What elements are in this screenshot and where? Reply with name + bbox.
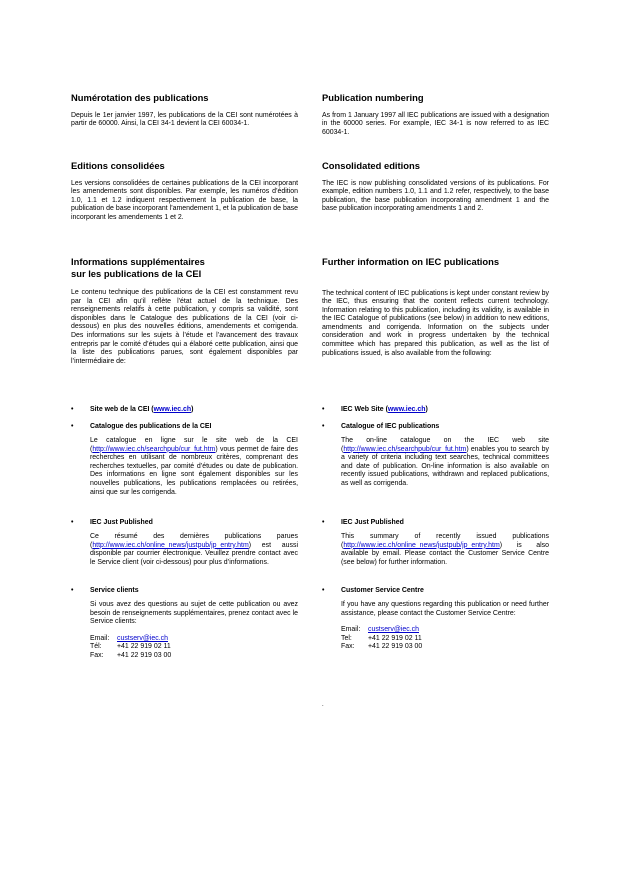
fr-website-close: ) xyxy=(191,406,194,413)
fr-further-title-line2: sur les publications de la CEI xyxy=(71,267,202,279)
fr-catalogue-post: ) vous permet de faire des recherches en utilisant de nombreux critères, comprenant des recherches textuelles, par comité d’études ou date de publication. Des informations en ligne sont également disponibles sur les nouvelles publications, les publications remplacées ou retirées, ainsi que sur les corrigenda. xyxy=(90,445,298,496)
en-numbering-section xyxy=(322,92,549,137)
fr-tel-value: +41 22 919 02 11 xyxy=(117,643,171,651)
fr-fax-line xyxy=(90,652,298,661)
fr-email-link[interactable]: custserv@iec.ch xyxy=(117,634,168,642)
fr-catalogue-link[interactable]: http://www.iec.ch/searchpub/cur_fut.htm xyxy=(92,445,216,453)
fr-website-link[interactable]: www.iec.ch xyxy=(153,406,192,413)
en-service-title: Customer Service Centre xyxy=(341,587,424,594)
fr-jp-post: ) est aussi disponible par courrier électronique. Veuillez prendre contact avec le Service client (voir ci-dessous) pour plus d’informations. xyxy=(90,541,298,566)
en-catalogue-post: ) enables you to search by a variety of criteria including text searches, technical committees and date of publication. On-line information is also available on recently issued publications, withdrawn and replaced publications, as well as corrigenda. xyxy=(341,445,549,487)
en-tel-value: +41 22 919 02 11 xyxy=(368,634,422,642)
fr-service-title: Service clients xyxy=(90,587,139,594)
bullet-glyph: • xyxy=(322,423,325,430)
fr-fax-label: Fax: xyxy=(90,651,104,659)
en-fax-label: Fax: xyxy=(341,643,355,651)
bullet-glyph: • xyxy=(322,406,325,413)
en-tel-line xyxy=(341,635,549,644)
en-consolidated-text: The IEC is now publishing consolidated versions of its publications. For example, edition numbers 1.0, 1.1 and 1.2 refer, respectively, to the base publication, the base publication incorporating amendment 1 and the base publication incorporating amendments 1 and 2. xyxy=(322,179,549,213)
fr-tel-label: Tél: xyxy=(90,643,102,651)
en-fax-value: +41 22 919 03 00 xyxy=(368,643,423,651)
en-website-close: ) xyxy=(425,406,428,413)
fr-consolidated-text: Les versions consolidées de certaines publications de la CEI incorporant les amendements sont disponibles. Par exemple, les numéros d’édition 1.0, 1.1 et 1.2 indiquent respectivement la publication de base, la publication de base incorporant l’amendement 1, et la publication de base incorporant les amendements 1 et 2. xyxy=(71,179,298,221)
en-website-label: IEC Web Site ( xyxy=(341,406,388,413)
fr-website-label: Site web de la CEI ( xyxy=(90,406,154,413)
en-fax-line xyxy=(341,643,549,652)
fr-fax-value: +41 22 919 03 00 xyxy=(117,651,172,659)
fr-further-section xyxy=(71,256,298,366)
en-numbering-text: As from 1 January 1997 all IEC publications are issued with a designation in the 60000 series. For example, IEC 34-1 is now referred to as IEC 60034-1. xyxy=(322,111,549,136)
stray-mark: . xyxy=(322,702,324,708)
en-numbering-title: Publication numbering xyxy=(322,92,424,103)
fr-catalogue-body xyxy=(90,437,298,497)
en-jp-body xyxy=(341,533,549,567)
fr-consolidated-title: Editions consolidées xyxy=(71,160,165,171)
en-tel-label: Tel: xyxy=(341,634,352,642)
en-catalogue-pre: The on-line catalogue on the IEC web site ( xyxy=(341,437,549,453)
bullet-glyph: • xyxy=(322,519,325,526)
en-website-link[interactable]: www.iec.ch xyxy=(387,406,426,413)
fr-numbering-title: Numérotation des publications xyxy=(71,92,209,103)
fr-service-body xyxy=(90,601,298,661)
en-catalogue-link[interactable]: http://www.iec.ch/searchpub/cur_fut.htm xyxy=(343,445,467,453)
bullet-glyph: • xyxy=(322,587,325,594)
en-catalogue-title: Catalogue of IEC publications xyxy=(341,423,440,430)
fr-numbering-text: Depuis le 1er janvier 1997, les publications de la CEI sont numérotées à partir de 60000. Ainsi, la CEI 34-1 devient la CEI 60034-1. xyxy=(71,111,298,128)
bullet-glyph: • xyxy=(71,587,74,594)
en-jp-pre: This summary of recently issued publications ( xyxy=(341,533,549,549)
en-email-line xyxy=(341,626,549,635)
fr-jp-link[interactable]: http://www.iec.ch/online_news/justpub/jp_entry.htm xyxy=(92,541,249,549)
fr-further-text: Le contenu technique des publications de la CEI est constamment revu par la CEI afin qu'il reflète l'état actuel de la technique. Des renseignements relatifs à cette publication, y compris sa validité, sont disponibles dans le Catalogue des publications de la CEI (voir ci-dessous) en plus des nouvelles éditions, amendements et corrigenda. Des informations sur les sujets à l’étude et l’avancement des travaux entrepris par le comité d’études qui a élaboré cette publication, ainsi que la liste des publications parues, sont également disponibles par l’intermédiaire de: xyxy=(71,289,298,365)
fr-jp-title: IEC Just Published xyxy=(90,519,153,526)
en-service-text: If you have any questions regarding this publication or need further assistance, please contact the Customer Service Centre: xyxy=(341,601,549,617)
en-jp-title: IEC Just Published xyxy=(341,519,404,526)
en-consolidated-title: Consolidated editions xyxy=(322,160,420,171)
fr-consolidated-section xyxy=(71,160,298,222)
en-further-title: Further information on IEC publications xyxy=(322,256,500,267)
bullet-glyph: • xyxy=(71,406,74,413)
bullet-glyph: • xyxy=(71,519,74,526)
en-further-section xyxy=(322,256,549,358)
en-email-label: Email: xyxy=(341,626,361,634)
en-catalogue-body xyxy=(341,437,549,489)
en-jp-link[interactable]: http://www.iec.ch/online_news/justpub/jp_entry.htm xyxy=(343,541,500,549)
bullet-glyph: • xyxy=(71,423,74,430)
fr-jp-pre: Ce résumé des dernières publications parues ( xyxy=(90,533,298,549)
en-service-body xyxy=(341,601,549,652)
fr-further-title-line1: Informations supplémentaires xyxy=(71,256,205,267)
fr-service-text: Si vous avez des questions au sujet de cette publication ou avez besoin de renseignements supplémentaires, prenez contact avec le Service clients: xyxy=(90,601,298,626)
fr-jp-body xyxy=(90,533,298,567)
fr-catalogue-pre: Le catalogue en ligne sur le site web de la CEI ( xyxy=(90,437,298,453)
fr-email-line xyxy=(90,635,298,644)
fr-tel-line xyxy=(90,643,298,652)
en-consolidated-section xyxy=(322,160,549,214)
fr-catalogue-title: Catalogue des publications de la CEI xyxy=(90,423,212,430)
en-jp-post: ) is also available by email. Please contact the Customer Service Centre (see below) for further information. xyxy=(341,541,549,566)
en-further-text: The technical content of IEC publications is kept under constant review by the IEC, thus ensuring that the content reflects current technology. Information relating to this publication, including its validity, is available in the IEC Catalogue of publications (see below) in addition to new editions, amendments and corrigenda. Information on the subjects under consideration and work in progress undertaken by the technical committee which has prepared this publication, as well as the list of publications issued, is also available from the following: xyxy=(322,289,549,357)
fr-email-label: Email: xyxy=(90,634,110,642)
en-email-link[interactable]: custserv@iec.ch xyxy=(368,626,419,634)
fr-numbering-section xyxy=(71,92,298,129)
